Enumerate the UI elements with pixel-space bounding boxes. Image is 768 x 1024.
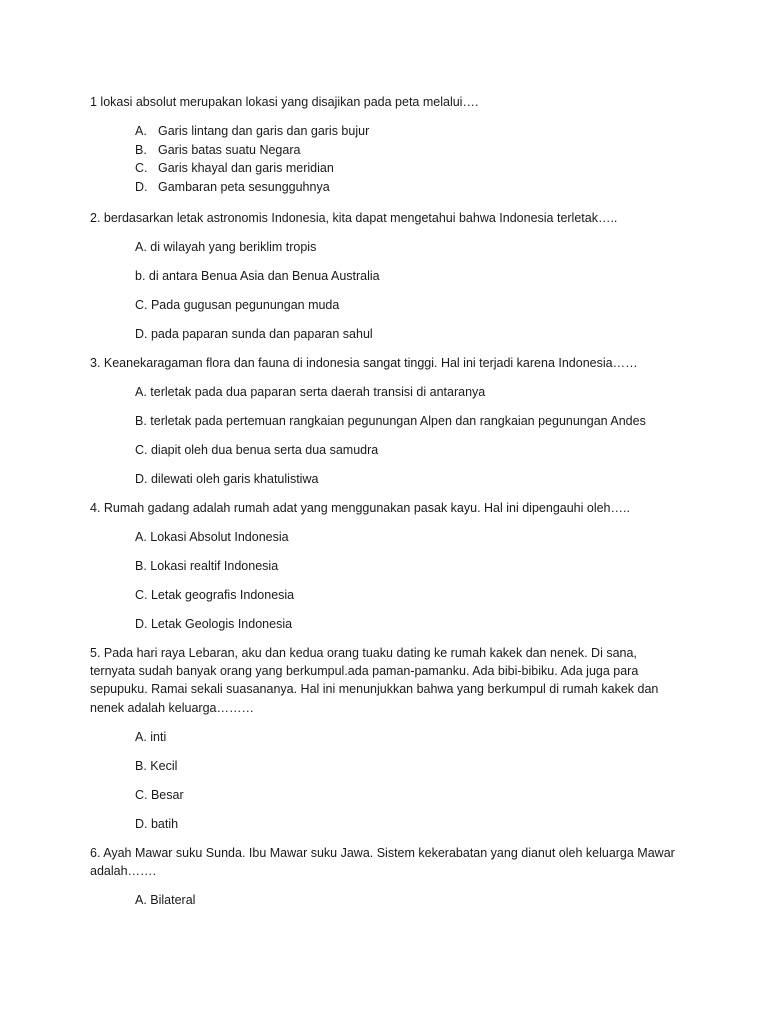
question-stem bbox=[90, 844, 690, 880]
option-a: A. Lokasi Absolut Indonesia bbox=[135, 530, 289, 544]
document-page bbox=[90, 93, 690, 909]
option-b: B. Kecil bbox=[135, 758, 178, 773]
option-c: C. diapit oleh dua benua serta dua samudra bbox=[135, 443, 379, 457]
option-text: Garis lintang dan garis dan garis bujur bbox=[158, 124, 370, 138]
option-b bbox=[90, 141, 690, 160]
option-d bbox=[90, 178, 690, 197]
option-b: B. terletak pada pertemuan rangkaian pegunungan Alpen dan rangkaian pegunungan Andes bbox=[135, 414, 646, 428]
option-list bbox=[90, 122, 690, 196]
stem-line: adalah……. bbox=[90, 864, 157, 879]
option-c: C. Letak geografis Indonesia bbox=[135, 588, 295, 602]
option-text: Gambaran peta sesungguhnya bbox=[158, 179, 330, 194]
question-stem: 4. Rumah gadang adalah rumah adat yang menggunakan pasak kayu. Hal ini dipengauhi oleh….. bbox=[90, 501, 630, 515]
question-5 bbox=[90, 644, 690, 833]
question-stem: 1 lokasi absolut merupakan lokasi yang disajikan pada peta melalui…. bbox=[90, 95, 479, 109]
stem-line: 6. Ayah Mawar suku Sunda. Ibu Mawar suku Jawa. Sistem kekerabatan yang dianut oleh keluarga Mawar bbox=[90, 845, 675, 860]
option-a: A. terletak pada dua paparan serta daerah transisi di antaranya bbox=[135, 385, 486, 399]
option-a: A. di wilayah yang beriklim tropis bbox=[135, 240, 317, 254]
stem-line: sepupuku. Ramai sekali suasananya. Hal ini menunjukkan bahwa yang berkumpul di rumah kakek dan bbox=[90, 682, 659, 697]
stem-line: ternyata sudah banyak orang yang berkumpul.ada paman-pamanku. Ada bibi-bibiku. Ada juga para bbox=[90, 664, 639, 679]
stem-line: 5. Pada hari raya Lebaran, aku dan kedua orang tuaku dating ke rumah kakek dan nenek. Di sana, bbox=[90, 646, 637, 660]
option-d: D. Letak Geologis Indonesia bbox=[135, 617, 293, 631]
question-stem: 2. berdasarkan letak astronomis Indonesia, kita dapat mengetahui bahwa Indonesia terletak….. bbox=[90, 211, 618, 225]
option-letter: C. bbox=[135, 161, 148, 175]
option-c: C. Pada gugusan pegunungan muda bbox=[135, 298, 340, 312]
option-c: C. Besar bbox=[135, 787, 184, 802]
option-d: D. dilewati oleh garis khatulistiwa bbox=[135, 472, 319, 486]
option-b: b. di antara Benua Asia dan Benua Australia bbox=[135, 269, 380, 283]
question-3 bbox=[90, 354, 690, 488]
question-2 bbox=[90, 209, 690, 343]
question-4 bbox=[90, 499, 690, 633]
option-a: A. Bilateral bbox=[135, 893, 196, 908]
question-1 bbox=[90, 93, 690, 196]
stem-line: nenek adalah keluarga……… bbox=[90, 700, 254, 715]
option-a bbox=[90, 122, 690, 141]
question-stem bbox=[90, 644, 690, 717]
option-c bbox=[90, 159, 690, 178]
option-d: D. batih bbox=[135, 816, 179, 831]
option-text: Garis khayal dan garis meridian bbox=[158, 161, 334, 175]
option-letter: B. bbox=[135, 142, 147, 157]
option-d: D. pada paparan sunda dan paparan sahul bbox=[135, 327, 373, 341]
option-letter: D. bbox=[135, 179, 148, 194]
option-text: Garis batas suatu Negara bbox=[158, 142, 301, 157]
question-stem: 3. Keanekaragaman flora dan fauna di indonesia sangat tinggi. Hal ini terjadi karena Indonesia…… bbox=[90, 356, 638, 370]
question-6 bbox=[90, 844, 690, 909]
option-a: A. inti bbox=[135, 729, 167, 744]
option-letter: A. bbox=[135, 124, 147, 138]
option-b: B. Lokasi realtif Indonesia bbox=[135, 559, 279, 573]
